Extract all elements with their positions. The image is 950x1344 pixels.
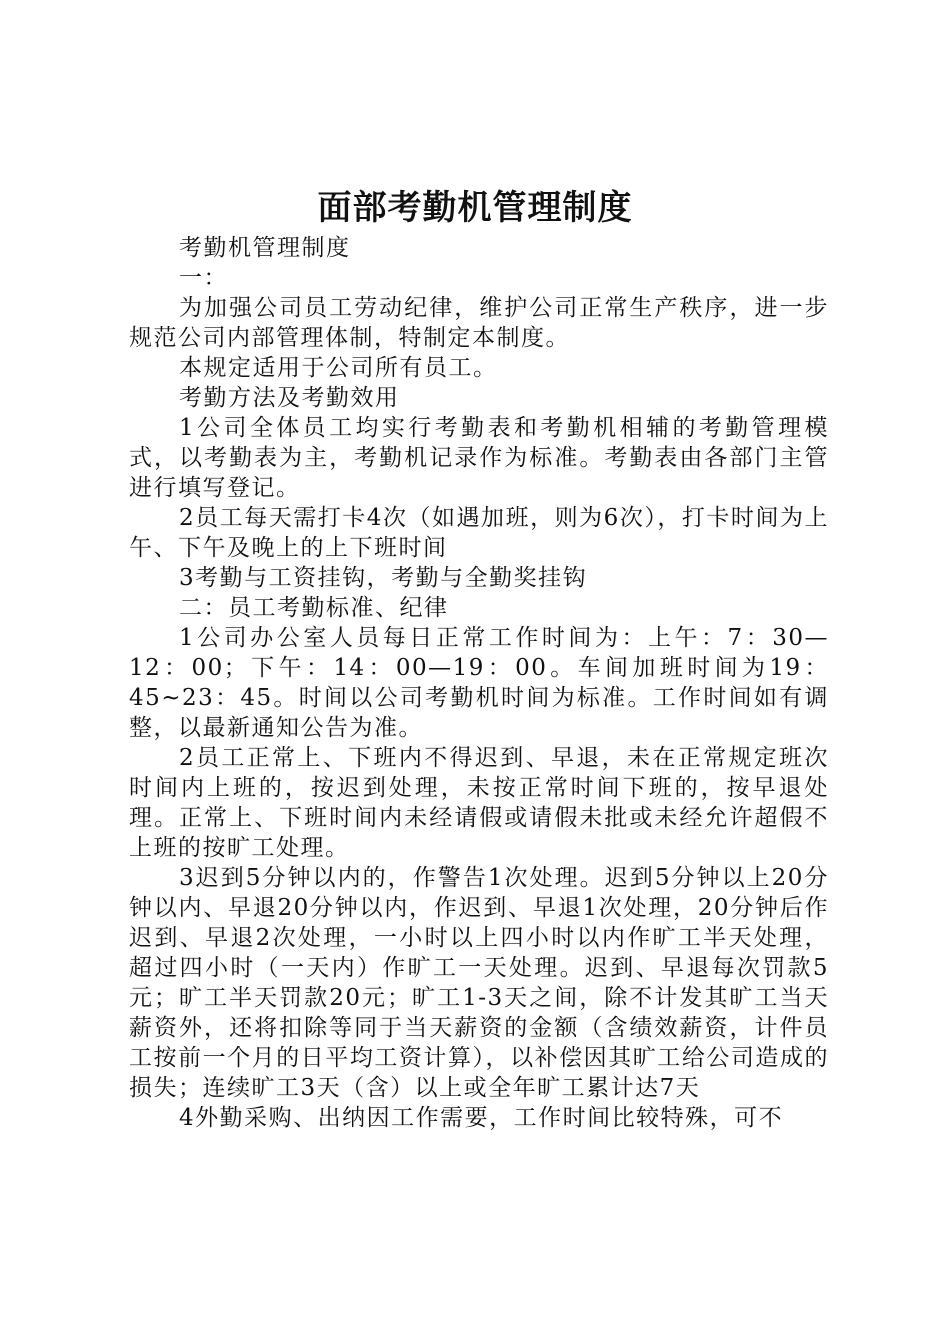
- paragraph-purpose: 为加强公司员工劳动纪律，维护公司正常生产秩序，进一步规范公司内部管理体制，特制定本制度。: [129, 295, 829, 351]
- paragraph-field-staff: 4外勤采购、出纳因工作需要，工作时间比较特殊，可不: [179, 1105, 784, 1131]
- paragraph-penalties: 3迟到5分钟以内的，作警告1次处理。迟到5分钟以上20分钟以内、早退20分钟以内，作迟到、早退1次处理，20分钟后作迟到、早退2次处理，一小时以上四小时以内作旷工半天处理，超过四小时（一天内）作旷工一天处理。迟到、早退每次罚款5元；旷工半天罚款20元；旷工1-3天之间，除不计发其旷工当天薪资外，还将扣除等同于当天薪资的金额（含绩效薪资，计件员工按前一个月的日平均工资计算），以补偿因其旷工给公司造成的损失；连续旷工3天（含）以上或全年旷工累计达7天: [129, 865, 829, 1101]
- document-body: [129, 233, 829, 1133]
- paragraph-work-hours: 1公司办公室人员每日正常工作时间为：上午：7：30—12：00；下午：14：00—19：00。车间加班时间为19：45~23：45。时间以公司考勤机时间为标准。工作时间如有调整，以最新通知公告为准。: [129, 625, 829, 741]
- paragraph-late-early: 2员工正常上、下班内不得迟到、早退，未在正常规定班次时间内上班的，按迟到处理，未按正常时间下班的，按早退处理。正常上、下班时间内未经请假或请假未批或未经允许超假不上班的按旷工处理。: [129, 745, 829, 861]
- paragraph-item-2: 2员工每天需打卡4次（如遇加班，则为6次），打卡时间为上午、下午及晚上的上下班时间: [129, 505, 829, 561]
- paragraph-item-1: 1公司全体员工均实行考勤表和考勤机相辅的考勤管理模式，以考勤表为主，考勤机记录作为标准。考勤表由各部门主管进行填写登记。: [129, 415, 829, 501]
- document-title: 面部考勤机管理制度: [317, 188, 633, 228]
- section-heading: 考勤机管理制度: [179, 235, 351, 261]
- paragraph-scope: 本规定适用于公司所有员工。: [179, 355, 498, 381]
- section-heading-2: 二：员工考勤标准、纪律: [179, 595, 449, 621]
- paragraph-item-3: 3考勤与工资挂钩，考勤与全勤奖挂钩: [179, 565, 588, 591]
- subheading-methods: 考勤方法及考勤效用: [179, 385, 400, 411]
- section-number: 一：: [179, 265, 228, 291]
